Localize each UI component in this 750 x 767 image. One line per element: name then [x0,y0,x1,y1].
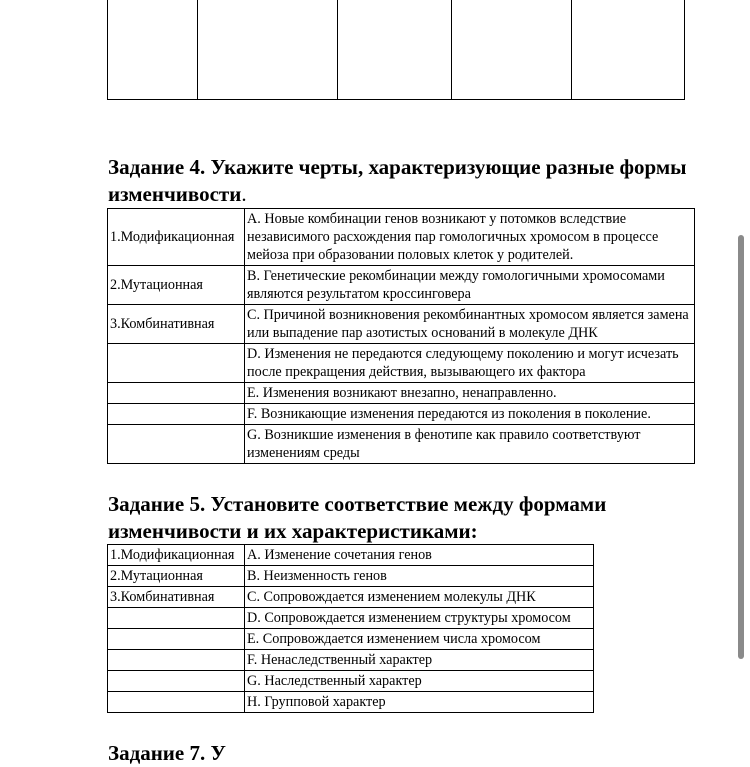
feature-cell: E. Сопровождается изменением числа хромосом [245,629,594,650]
table-row [108,404,695,425]
table-row [108,671,594,692]
form-cell [108,671,245,692]
form-cell: 1.Модификационная [108,545,245,566]
task7-heading-fragment: Задание 7. У [108,741,226,765]
table-row [108,545,594,566]
form-cell: 1.Модификационная [108,209,245,266]
form-cell [108,404,245,425]
table-row [108,629,594,650]
previous-task-table [107,0,685,100]
table-row [108,692,594,713]
task5-table [107,544,594,713]
table-cell [452,0,572,100]
feature-cell: A. Новые комбинации генов возникают у потомков вследствие независимого расхождения пар гомологичных хромосом в процессе мейоза при образовании половых клеток у родителей. [245,209,695,266]
feature-cell: C. Причиной возникновения рекомбинантных хромосом является замена или выпадение пар азотистых оснований в молекуле ДНК [245,305,695,344]
vertical-scrollbar[interactable] [738,235,744,659]
feature-cell: C. Сопровождается изменением молекулы ДНК [245,587,594,608]
feature-cell: B. Генетические рекомбинации между гомологичными хромосомами являются результатом кроссинговера [245,266,695,305]
form-cell [108,425,245,464]
task4-heading [108,154,708,208]
table-row [108,305,695,344]
form-cell: 3.Комбинативная [108,305,245,344]
form-cell: 3.Комбинативная [108,587,245,608]
task5-heading: Задание 5. Установите соответствие между формами изменчивости и их характеристиками: [108,492,607,543]
feature-cell: D. Сопровождается изменением структуры хромосом [245,608,594,629]
table-row [108,209,695,266]
feature-cell: E. Изменения возникают внезапно, ненаправленно. [245,383,695,404]
table-row [108,650,594,671]
feature-cell: A. Изменение сочетания генов [245,545,594,566]
table-row [108,383,695,404]
task4-heading-text: Задание 4. Укажите черты, характеризующие разные формы изменчивости [108,155,687,206]
form-cell [108,650,245,671]
form-cell [108,629,245,650]
table-cell [572,0,685,100]
form-cell: 2.Мутационная [108,266,245,305]
table-row [108,566,594,587]
feature-cell: F. Ненаследственный характер [245,650,594,671]
table-row [108,608,594,629]
feature-cell: G. Наследственный характер [245,671,594,692]
table-row [108,425,695,464]
table-cell [198,0,338,100]
table-cell [108,0,198,100]
feature-cell: G. Возникшие изменения в фенотипе как правило соответствуют изменениям среды [245,425,695,464]
feature-cell: H. Групповой характер [245,692,594,713]
table-row [108,266,695,305]
feature-cell: B. Неизменность генов [245,566,594,587]
table-row [108,587,594,608]
task4-table [107,208,695,464]
table-row [108,344,695,383]
form-cell [108,344,245,383]
feature-cell: D. Изменения не передаются следующему поколению и могут исчезать после прекращения действия, вызывающего их фактора [245,344,695,383]
feature-cell: F. Возникающие изменения передаются из поколения в поколение. [245,404,695,425]
form-cell: 2.Мутационная [108,566,245,587]
form-cell [108,692,245,713]
form-cell [108,383,245,404]
table-cell [338,0,452,100]
task4-heading-period: . [241,182,247,206]
form-cell [108,608,245,629]
